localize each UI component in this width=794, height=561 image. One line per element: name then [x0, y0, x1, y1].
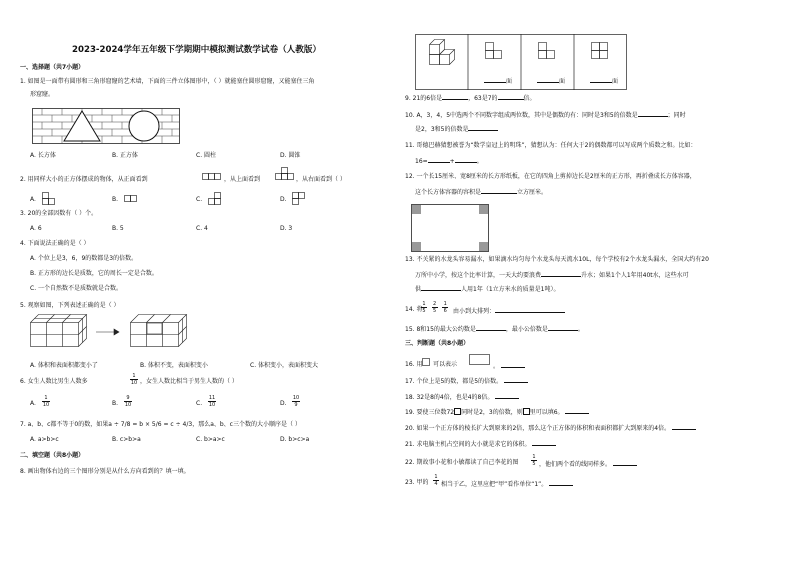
q13-text-a: 万所中小学，按这个比率计算，一天大约要浪费 [415, 272, 542, 279]
q21-answer[interactable] [532, 439, 556, 446]
q16-period: 。 [493, 363, 500, 370]
q20-line [405, 423, 696, 433]
q12-text-b: 立方厘米。 [517, 189, 548, 196]
q2-option-a-figure [42, 192, 56, 206]
q13-line3 [415, 284, 559, 294]
q8-suffix-2: 面 [559, 78, 566, 85]
q6-option-b[interactable]: B. [112, 400, 119, 407]
q20-answer[interactable] [672, 423, 696, 430]
q1-text-line2: 形窟窿。 [30, 91, 55, 98]
q7-option-c[interactable]: C. b>a>c [196, 436, 225, 443]
q2-option-c[interactable]: C. [196, 196, 203, 203]
q2-option-d[interactable]: D. [280, 196, 287, 203]
q19-box-2 [523, 408, 530, 415]
q15-text-c: 。 [577, 326, 584, 333]
q3-text: 3. 20的全部因数有（ ）个。 [20, 210, 98, 217]
q10-line2 [415, 124, 498, 134]
q14-f1-num: 1 [422, 301, 426, 307]
q2-option-a[interactable]: A. [30, 196, 36, 203]
q12-line2 [415, 187, 547, 197]
q6-c-num: 11 [208, 395, 216, 401]
q2-option-d-figure [292, 192, 306, 206]
q15-line [405, 324, 584, 334]
q12-line1: 12. 一个长15厘米、宽8厘米的长方形纸板，在它的四角上剪掉边长是2厘米的正方形，再折叠成长方体容器， [405, 173, 696, 180]
q16-shape-small [422, 357, 432, 367]
q4-option-c[interactable]: C. 一个自然数不是质数就是合数。 [30, 285, 123, 292]
q16-text-b: 可以表示 [433, 361, 458, 368]
q22-frac-den: 5 [532, 461, 536, 467]
q17-answer[interactable] [504, 376, 528, 383]
q22-text-a: 22. 期故事小花和小敏都读了自己李花的图 [405, 459, 519, 466]
section-choice-heading: 一、选择题（共7小题） [20, 64, 85, 71]
q6-d-den: 9 [292, 401, 300, 408]
q15-text-a: 15. 8和15的最大公约数是 [405, 326, 476, 333]
q6-text-b: ，女生人数比相当于男生人数的（ ） [140, 378, 238, 385]
q9-text-a: 9. 21的6倍是 [405, 95, 443, 102]
q16-text-c [493, 361, 525, 371]
q22-fraction [531, 454, 537, 467]
q11-text-b: + [449, 158, 455, 165]
q22-frac-num: 1 [532, 454, 536, 460]
q11-blank-1[interactable] [428, 156, 450, 163]
q14-text-a: 14. 将 [405, 306, 423, 313]
q6-a-num: 1 [44, 395, 48, 401]
q11-line1: 11. 哥德巴赫猜想被誉为“数学皇冠上的明珠”，猜想认为：任何大于2的偶数都可以写成两个质数之和。比如： [405, 142, 697, 149]
q14-f3-num: 1 [443, 301, 447, 307]
q12-cardboard-figure [411, 204, 489, 252]
q21-text: 21. 求电脑主机占空间的大小就是求它的体积。 [405, 441, 531, 448]
q14-line [453, 306, 565, 316]
q13-line1: 13. 不关紧的水龙头容易漏水，如果滴水均匀每个水龙头每天流水10L，每个学校有2个水龙头漏水，全国大约有20 [405, 256, 709, 263]
q7-option-b[interactable]: B. c>b>a [112, 436, 141, 443]
q9-line [405, 93, 536, 103]
q1-option-c[interactable]: C. 圆柱 [196, 152, 217, 159]
q7-option-a[interactable]: A. a>b>c [30, 436, 59, 443]
q9-text-b: ，63是7的 [468, 95, 498, 102]
q6-option-c-fraction [208, 395, 216, 408]
q18-line [405, 392, 519, 402]
q5-cube-figure [30, 314, 190, 348]
q10-blank-1[interactable] [638, 110, 668, 117]
q18-answer[interactable] [495, 392, 519, 399]
q19-text-a: 19. 要使三位数72 [405, 409, 455, 416]
q19-text-c: 里可以填6。 [529, 409, 564, 416]
q5-option-a[interactable]: A. 体积和表面积都变小了 [30, 362, 98, 369]
q10-text-b: ；同时 [667, 112, 686, 119]
q10-line1 [405, 110, 686, 120]
q19-text-b: 同时是2，3的倍数，则 [461, 409, 523, 416]
q1-text-line1: 1. 如图是一面带有圆形和三角形窟窿的艺术墙，下面的三件立体图形中，（ ）就能塞住圆形窟窿，又能塞住三角 [20, 78, 315, 85]
q6-fraction [130, 373, 138, 386]
q15-blank-2[interactable] [548, 324, 578, 331]
q14-f2-den: 5 [433, 308, 437, 314]
q2-front-view-figure [202, 170, 222, 182]
q13-blank-1[interactable] [541, 270, 581, 277]
q6-option-a[interactable]: A. [30, 400, 36, 407]
q22-text-b: ，他们两个看的线同样多。 [539, 461, 612, 468]
q6-option-d-fraction [292, 395, 300, 408]
q9-blank-2[interactable] [498, 93, 524, 100]
q6-b-num: 9 [126, 395, 130, 401]
q6-a-den: 10 [42, 402, 50, 408]
q1-option-a[interactable]: A. 长方体 [30, 152, 56, 159]
q6-option-b-fraction [124, 395, 132, 408]
q15-blank-1[interactable] [476, 324, 506, 331]
q13-blank-2[interactable] [421, 284, 461, 291]
q19-answer[interactable] [565, 407, 589, 414]
q17-line [405, 376, 528, 386]
q23-line [441, 479, 573, 489]
q2-option-c-figure [208, 192, 222, 206]
q23-text-a: 23. 甲的 [405, 479, 429, 486]
q4-text: 4. 下面说法正确的是（ ） [20, 240, 90, 247]
q1-option-d[interactable]: D. 圆锥 [280, 152, 301, 159]
q8-answer-3[interactable] [590, 76, 618, 86]
q2-text-c: ，从右面看到（ ） [296, 176, 346, 183]
q2-option-b-figure [124, 194, 138, 204]
q18-text: 18. 32是8的4倍，也是4的8倍。 [405, 394, 494, 401]
q6-frac-denominator: 10 [130, 380, 138, 386]
q8-suffix-1: 面 [506, 78, 513, 85]
q23-frac-num: 1 [434, 474, 438, 480]
q19-line [405, 407, 589, 417]
q9-text-c: 倍。 [523, 95, 536, 102]
q6-frac-numerator: 1 [132, 373, 136, 379]
brick-wall-figure [32, 108, 180, 144]
q22-line [539, 459, 637, 469]
page-title: 2023-2024学年五年级下学期期中模拟测试数学试卷（人教版） [72, 45, 322, 55]
q10-blank-2[interactable] [468, 124, 498, 131]
q4-option-a[interactable]: A. 个位上是3，6，9的数都是3的倍数。 [30, 255, 138, 262]
q5-text: 5. 观察如图，下列表述正确的是（ ） [20, 302, 120, 309]
q6-d-num: 10 [292, 395, 300, 401]
q14-text-b: 由小到大排列： [453, 308, 496, 315]
section-fill-heading: 二、填空题（共8小题） [20, 452, 85, 459]
q3-option-b[interactable]: B. 5 [112, 225, 124, 232]
q10-text-a: 10. A，3，4，5中选两个不同数字组成两位数，其中是偶数的有：同时是3和5的倍数是 [405, 112, 638, 119]
q13-text-b: 升水；如果1个人1年用40t水，这些水可 [581, 272, 689, 279]
q8-answer-2[interactable] [537, 76, 565, 86]
q8-text: 8. 画出物体右边的三个图形分别是从什么方向看到的？填一填。 [20, 468, 190, 475]
section-judge-heading: 三、判断题（共8小题） [405, 340, 470, 347]
q2-text-a: 2. 用同样大小的正方体摆成的物体，从正面看到 [20, 176, 148, 183]
q20-text: 20. 如果一个正方体的棱长扩大到原来的2倍，那么这个正方体的体积和表面积都扩大到原来的4倍。 [405, 425, 671, 432]
q13-line2 [415, 270, 689, 280]
q2-text-b: ，从上面看到 [224, 176, 261, 183]
q23-frac-den: 4 [434, 481, 438, 487]
q4-option-b[interactable]: B. 正方形的边长是质数，它的周长一定是合数。 [30, 270, 158, 277]
q14-fractions [421, 301, 448, 314]
q23-text-b: 相当于乙，这里应把“甲”看作单位“1”。 [441, 481, 548, 488]
q2-option-b[interactable]: B. [112, 196, 119, 203]
q6-c-den: 10 [208, 402, 216, 408]
q23-answer[interactable] [549, 479, 573, 486]
q3-option-c[interactable]: C. 4 [196, 225, 208, 232]
q14-f2-num: 2 [433, 301, 437, 307]
q14-blank[interactable] [495, 306, 565, 313]
q16-shape-large [469, 354, 491, 366]
q11-text-a: 16= [415, 158, 428, 165]
q13-text-d: 人用1年（1立方米水的质量是1吨）。 [461, 286, 560, 293]
q6-option-a-fraction [42, 395, 50, 408]
q10-text-c: 是2，3和5的倍数是 [415, 126, 469, 133]
q9-blank-1[interactable] [442, 93, 468, 100]
q12-text-a: 这个长方体容器的容积是 [415, 189, 482, 196]
q5-option-c[interactable]: C. 体积变小，表面积变大 [250, 362, 319, 369]
q12-blank[interactable] [481, 187, 517, 194]
q3-option-a[interactable]: A. 6 [30, 225, 42, 232]
q1-option-b[interactable]: B. 正方体 [112, 152, 138, 159]
q22-answer[interactable] [613, 459, 637, 466]
q11-text-c: 。 [476, 158, 483, 165]
q6-text-a: 6. 女生人数比男生人数多 [20, 378, 88, 385]
q15-text-b: ，最小公倍数是 [505, 326, 548, 333]
q6-b-den: 10 [124, 402, 132, 408]
q23-fraction [433, 474, 439, 487]
q16-answer[interactable] [501, 361, 525, 368]
q13-text-c: 供 [415, 286, 422, 293]
q7-option-d[interactable]: D. b>c>a [280, 436, 310, 443]
q16-text-a: 16. 用 [405, 361, 423, 368]
q5-option-b[interactable]: B. 体积不变，表面积变小 [140, 362, 208, 369]
q2-top-view-figure [275, 166, 295, 184]
q8-answer-1[interactable] [484, 76, 512, 86]
q7-text: 7. a、b、c都不等于0的数，如果a ÷ 7/8 = b × 5/6 = c ÷ 4/3，那么a、b、c三个数的大小顺序是（ ） [20, 421, 301, 428]
q14-f1-den: 5 [422, 308, 426, 314]
q17-text: 17. 个位上是5的数，都是5的倍数。 [405, 378, 503, 385]
q3-option-d[interactable]: D. 3 [280, 225, 293, 232]
q14-f3-den: 6 [443, 308, 447, 314]
q6-option-c[interactable]: C. [196, 400, 203, 407]
q11-blank-2[interactable] [455, 156, 477, 163]
q11-line2 [415, 156, 483, 166]
q21-line [405, 439, 556, 449]
q6-option-d[interactable]: D. [280, 400, 287, 407]
q8-suffix-3: 面 [612, 78, 619, 85]
